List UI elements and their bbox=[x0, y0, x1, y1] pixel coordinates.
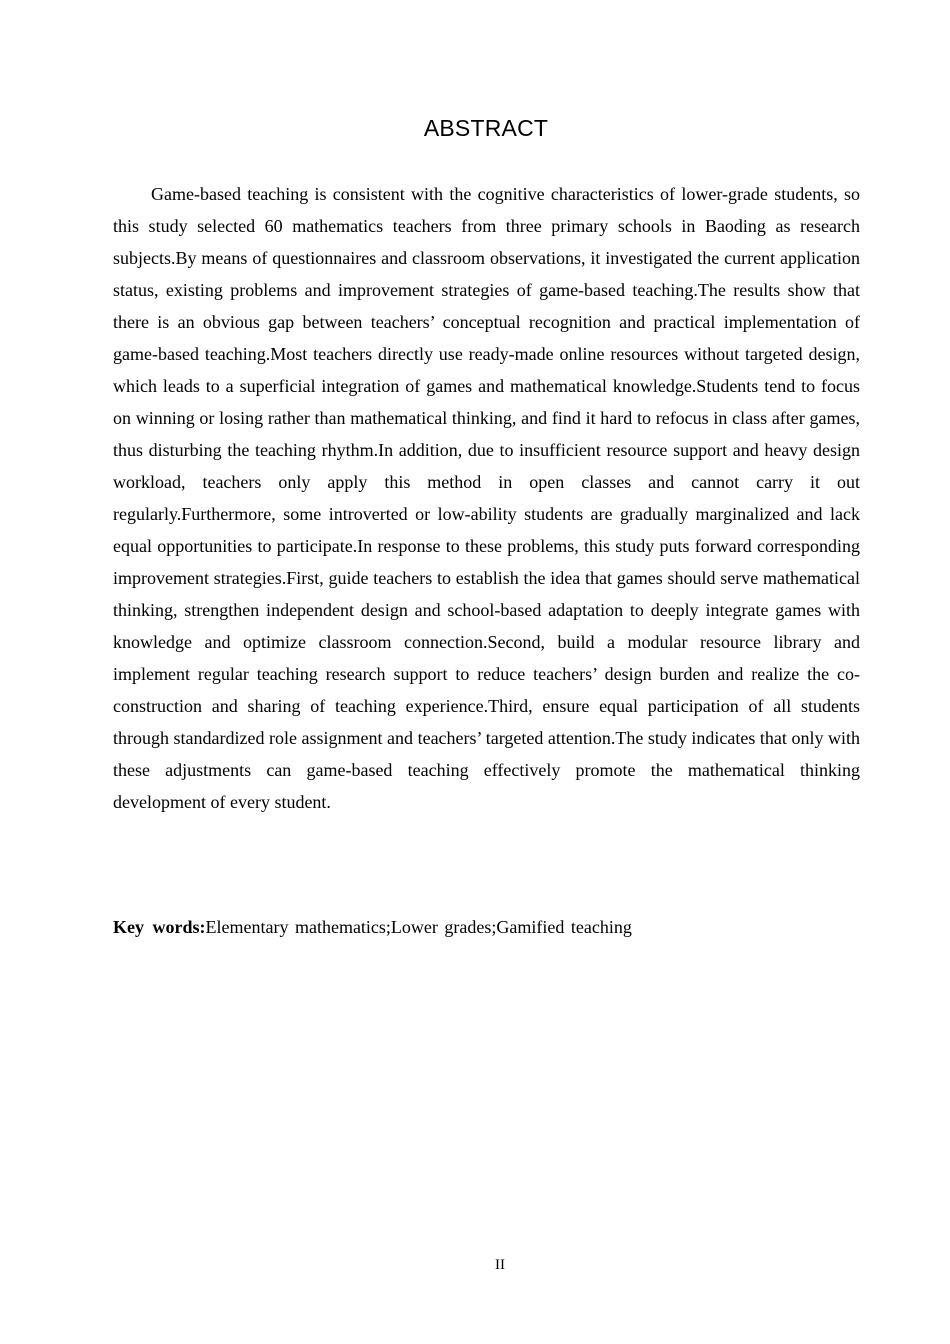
keywords-text: Elementary mathematics;Lower grades;Gamified teaching bbox=[205, 917, 632, 937]
page-number: II bbox=[495, 1257, 505, 1273]
keywords-line bbox=[113, 911, 860, 943]
abstract-title: ABSTRACT bbox=[423, 115, 549, 141]
abstract-body: Game-based teaching is consistent with the cognitive characteristics of lower-grade students, so this study selected 60 mathematics teachers from three primary schools in Baoding as research subjects.By means of questionnaires and classroom observations, it investigated the current application status, existing problems and improvement strategies of game-based teaching.The results show that there is an obvious gap between teachers’ conceptual recognition and practical implementation of game-based teaching.Most teachers directly use ready-made online resources without targeted design, which leads to a superficial integration of games and mathematical knowledge.Students tend to focus on winning or losing rather than mathematical thinking, and find it hard to refocus in class after games, thus disturbing the teaching rhythm.In addition, due to insufficient resource support and heavy design workload, teachers only apply this method in open classes and cannot carry it out regularly.Furthermore, some introverted or low-ability students are gradually marginalized and lack equal opportunities to participate.In response to these problems, this study puts forward corresponding improvement strategies.First, guide teachers to establish the idea that games should serve mathematical thinking, strengthen independent design and school-based adaptation to deeply integrate games with knowledge and optimize classroom connection.Second, build a modular resource library and implement regular teaching research support to reduce teachers’ design burden and realize the co-construction and sharing of teaching experience.Third, ensure equal participation of all students through standardized role assignment and teachers’ targeted attention.The study indicates that only with these adjustments can game-based teaching effectively promote the mathematical thinking development of every student. bbox=[113, 184, 860, 812]
keywords-label: Key words: bbox=[113, 917, 206, 937]
